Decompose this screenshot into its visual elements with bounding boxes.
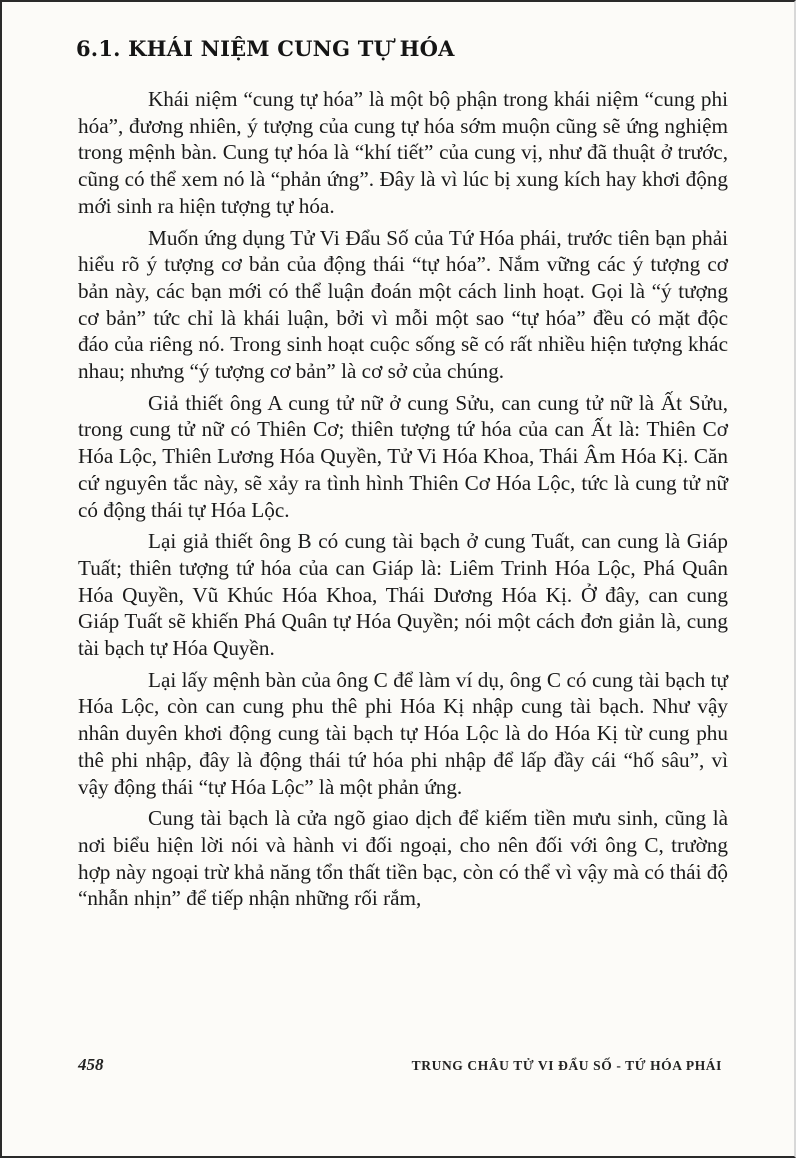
page-number: 458 — [78, 1055, 104, 1074]
paragraph: Lại lấy mệnh bàn của ông C để làm ví dụ, ông C có cung tài bạch tự Hóa Lộc, còn can cung phu thê phi Hóa Kị nhập cung tài bạch. Như vậy nhân duyên khơi động cung tài bạch tự Hóa Lộc là do Hóa Kị từ cung phu thê phi nhập, đây là động thái tứ hóa phi nhập để lấp đầy cái “hố sâu”, vì vậy động thái “tự Hóa Lộc” là một phản ứng. — [78, 667, 728, 799]
body-text — [78, 86, 728, 917]
page-footer — [78, 1055, 722, 1079]
paragraph: Giả thiết ông A cung tử nữ ở cung Sửu, can cung tử nữ là Ất Sửu, trong cung tử nữ có Thiên Cơ; thiên tượng tứ hóa của can Ất là: Thiên Cơ Hóa Lộc, Thiên Lương Hóa Quyền, Tử Vi Hóa Khoa, Thái Âm Hóa Kị. Căn cứ nguyên tắc này, sẽ xảy ra tình hình Thiên Cơ Hóa Lộc, tức là cung tử nữ có động thái tự Hóa Lộc. — [78, 390, 728, 522]
paragraph: Khái niệm “cung tự hóa” là một bộ phận trong khái niệm “cung phi hóa”, đương nhiên, ý tượng của cung tự hóa sớm muộn cũng sẽ ứng nghiệm trong mệnh bàn. Cung tự hóa là “khí tiết” của cung vị, như đã thuật ở trước, cũng có thể xem nó là “phản ứng”. Đây là vì lúc bị xung kích hay khơi động mới sinh ra hiện tượng tự hóa. — [78, 87, 728, 218]
section-heading: 6.1. KHÁI NIỆM CUNG TỰ HÓA — [76, 36, 455, 61]
paragraph: Cung tài bạch là cửa ngõ giao dịch để kiếm tiền mưu sinh, cũng là nơi biểu hiện lời nói và hành vi đối ngoại, cho nên đối với ông C, trường hợp này ngoại trừ khả năng tổn thất tiền bạc, còn có thể vì vậy mà có thái độ “nhẫn nhịn” để tiếp nhận những rối rắm, — [78, 806, 728, 911]
running-title: TRUNG CHÂU TỬ VI ĐẨU SỐ - TỨ HÓA PHÁI — [411, 1058, 722, 1073]
paragraph: Muốn ứng dụng Tử Vi Đẩu Số của Tứ Hóa phái, trước tiên bạn phải hiểu rõ ý tượng cơ bản của động thái “tự hóa”. Nắm vững các ý tượng cơ bản này, các bạn mới có thể luận đoán một cách linh hoạt. Gọi là “ý tượng cơ bản” tức chỉ là khái luận, bởi vì mỗi một sao “tự hóa” đều có mặt độc đáo của riêng nó. Trong sinh hoạt cuộc sống sẽ có rất nhiều hiện tượng khác nhau; nhưng “ý tượng cơ bản” là cơ sở của chúng. — [78, 225, 728, 384]
paragraph: Lại giả thiết ông B có cung tài bạch ở cung Tuất, can cung là Giáp Tuất; thiên tượng tứ hóa của can Giáp là: Liêm Trinh Hóa Lộc, Phá Quân Hóa Quyền, Vũ Khúc Hóa Khoa, Thái Dương Hóa Kị. Ở đây, can cung Giáp Tuất sẽ khiến Phá Quân tự Hóa Quyền; nói một cách đơn giản là, cung tài bạch tự Hóa Quyền. — [78, 529, 728, 661]
